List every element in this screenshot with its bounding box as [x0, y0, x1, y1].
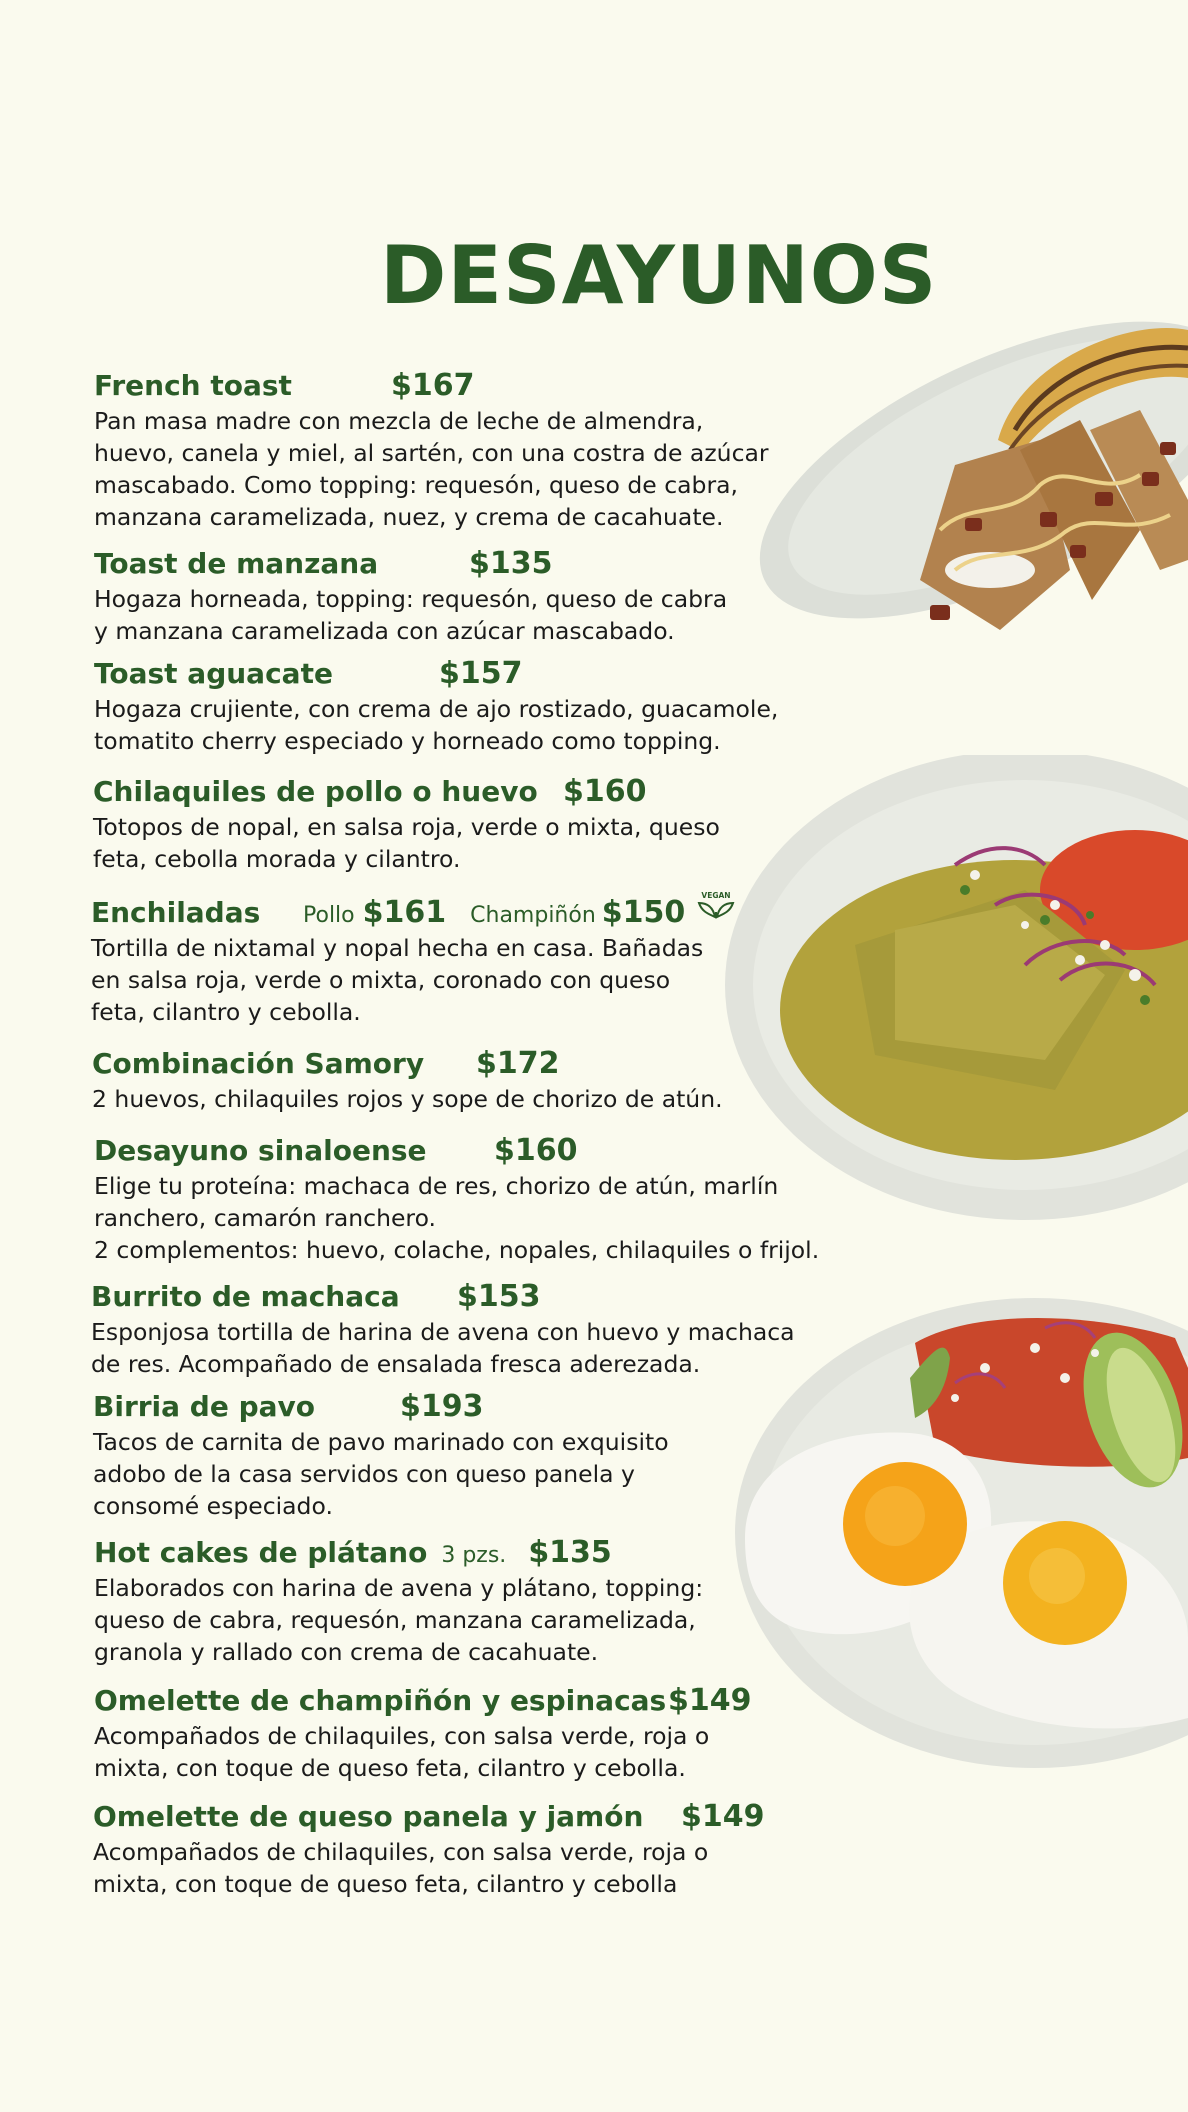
- item-description: Hogaza crujiente, con crema de ajo rostizado, guacamole, tomatito cherry especiado y horneado como topping.: [94, 695, 779, 755]
- item-name: Omelette de champiñón y espinacas: [94, 1684, 667, 1717]
- item-name: Toast de manzana: [94, 547, 379, 580]
- item-price: $172: [476, 1046, 560, 1081]
- french-toast-photo: [740, 270, 1188, 700]
- item-price-pollo: $161: [362, 895, 447, 930]
- item-price: $135: [528, 1535, 612, 1570]
- item-name: Combinación Samory: [92, 1047, 425, 1080]
- item-price: $160: [563, 774, 647, 809]
- item-price-champinon: $150: [601, 895, 686, 930]
- menu-item-omelette-queso-panela: [93, 1799, 853, 1900]
- item-name: Burrito de machaca: [91, 1280, 400, 1313]
- item-price: $167: [391, 368, 475, 403]
- item-description: Esponjosa tortilla de harina de avena con huevo y machaca de res. Acompañado de ensalada fresca aderezada.: [91, 1318, 795, 1378]
- item-name: Hot cakes de plátano: [94, 1536, 428, 1569]
- item-price: $149: [681, 1799, 765, 1834]
- item-description: Pan masa madre con mezcla de leche de almendra, huevo, canela y miel, al sartén, con una costra de azúcar mascabado. Como topping: requesón, queso de cabra, manzana caramelizada, nuez, y crema de cacahuate.: [94, 407, 769, 531]
- item-name: Enchiladas: [91, 896, 261, 929]
- enchiladas-photo: [725, 755, 1188, 1225]
- item-description: Elaborados con harina de avena y plátano, topping: queso de cabra, requesón, manzana caramelizada, granola y rallado con crema de cacahuate.: [94, 1574, 704, 1666]
- item-description: Tortilla de nixtamal y nopal hecha en casa. Bañadas en salsa roja, verde o mixta, coronado con queso feta, cilantro y cebolla.: [91, 934, 704, 1026]
- item-price: $193: [400, 1389, 484, 1424]
- item-price: $160: [494, 1133, 578, 1168]
- option-label-champinon: Champiñón: [470, 903, 596, 928]
- page-title: DESAYUNOS: [380, 229, 938, 322]
- item-name: Chilaquiles de pollo o huevo: [93, 775, 538, 808]
- item-name: Desayuno sinaloense: [94, 1134, 427, 1167]
- eggs-chilaquiles-photo: [735, 1298, 1188, 1773]
- item-quantity: 3 pzs.: [441, 1543, 507, 1568]
- item-price: $149: [668, 1683, 752, 1718]
- item-description: 2 huevos, chilaquiles rojos y sope de chorizo de atún.: [92, 1085, 723, 1113]
- item-description: Totopos de nopal, en salsa roja, verde o mixta, queso feta, cebolla morada y cilantro.: [93, 813, 720, 873]
- item-description: Acompañados de chilaquiles, con salsa verde, roja o mixta, con toque de queso feta, cilantro y cebolla.: [94, 1722, 710, 1782]
- item-description: Tacos de carnita de pavo marinado con exquisito adobo de la casa servidos con queso panela y consomé especiado.: [93, 1428, 669, 1520]
- item-description: Acompañados de chilaquiles, con salsa verde, roja o mixta, con toque de queso feta, cilantro y cebolla: [93, 1838, 709, 1898]
- item-name: Toast aguacate: [94, 657, 333, 690]
- item-description: Elige tu proteína: machaca de res, chorizo de atún, marlín ranchero, camarón ranchero. 2 complementos: huevo, colache, nopales, chilaquiles o frijol.: [94, 1172, 820, 1264]
- item-price: $157: [439, 656, 523, 691]
- item-price: $135: [469, 546, 553, 581]
- item-description: Hogaza horneada, topping: requesón, queso de cabra y manzana caramelizada con azúcar mascabado.: [94, 585, 728, 645]
- item-price: $153: [457, 1279, 541, 1314]
- item-name: Birria de pavo: [93, 1390, 316, 1423]
- option-label-pollo: Pollo: [303, 903, 355, 928]
- vegan-badge-label: VEGAN: [701, 891, 731, 900]
- item-name: French toast: [94, 369, 292, 402]
- item-name: Omelette de queso panela y jamón: [93, 1800, 644, 1833]
